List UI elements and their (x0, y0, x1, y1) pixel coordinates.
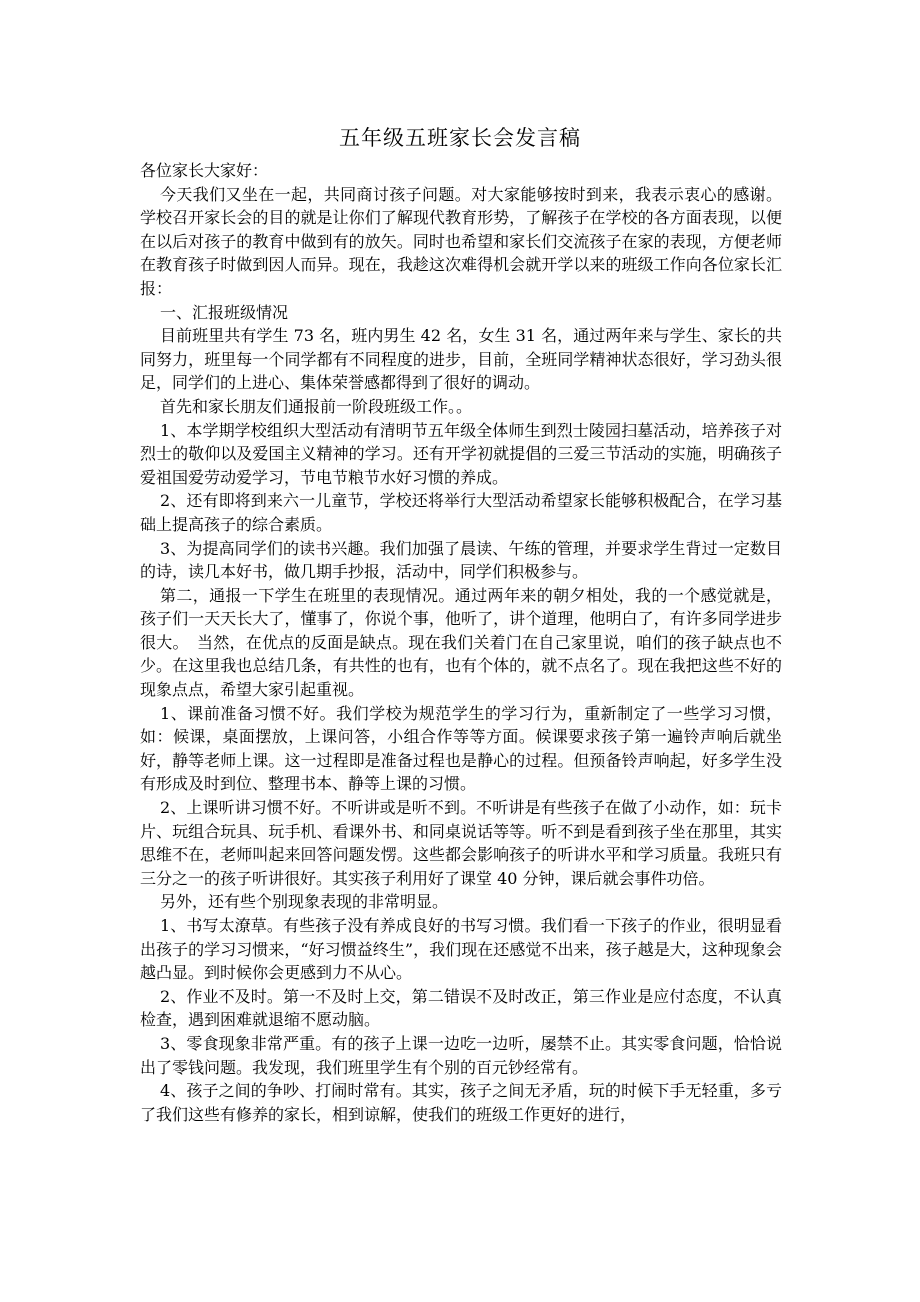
list-item: 3、为提高同学们的读书兴趣。我们加强了晨读、午练的管理，并要求学生背过一定数目的诗，读几本好书，做几期手抄报，活动中，同学们积极参与。 (140, 538, 782, 582)
list-item: 2、上课听讲习惯不好。不听讲或是听不到。不听讲是有些孩子在做了小动作，如：玩卡片、玩组合玩具、玩手机、看课外书、和同桌说话等等。听不到是看到孩子坐在那里，其实思维不在，老师叫起来回答问题发愣。这些都会影响孩子的听讲水平和学习质量。我班只有三分之一的孩子听讲很好。其实孩子利用好了课堂 40 分钟，课后就会事件功倍。 (140, 798, 782, 888)
paragraph: 今天我们又坐在一起，共同商讨孩子问题。对大家能够按时到来，我表示衷心的感谢。学校召开家长会的目的就是让你们了解现代教育形势，了解孩子在学校的各方面表现，以便在以后对孩子的教育中做到有的放矢。同时也希望和家长们交流孩子在家的表现，方便老师在教育孩子时做到因人而异。现在，我趁这次难得机会就开学以来的班级工作向各位家长汇报： (140, 184, 782, 298)
list-item: 3、零食现象非常严重。有的孩子上课一边吃一边听，屡禁不止。其实零食问题，恰恰说出了零钱问题。我发现，我们班里学生有个别的百元钞经常有。 (140, 1033, 782, 1077)
list-item: 1、书写太潦草。有些孩子没有养成良好的书写习惯。我们看一下孩子的作业，很明显看出孩子的学习习惯来，“好习惯益终生”，我们现在还感觉不出来，孩子越是大，这种现象会越凸显。到时候你会更感到力不从心。 (140, 916, 782, 983)
list-item: 4、孩子之间的争吵、打闹时常有。其实，孩子之间无矛盾，玩的时候下手无轻重，多亏了我们这些有修养的家长，相到谅解，使我们的班级工作更好的进行， (140, 1081, 782, 1124)
list-item: 2、作业不及时。第一不及时上交，第二错误不及时改正，第三作业是应付态度，不认真检查，遇到困难就退缩不愿动脑。 (140, 986, 782, 1030)
paragraph: 另外，还有些个别现象表现的非常明显。 (160, 892, 449, 912)
list-item: 1、课前准备习惯不好。我们学校为规范学生的学习行为，重新制定了一些学习习惯，如：候课，桌面摆放，上课问答，小组合作等等方面。候课要求孩子第一遍铃声响后就坐好，静等老师上课。这一过程即是准备过程也是静心的过程。但预备铃声响起，好多学生没有形成及时到位、整理书本、静等上课的习惯。 (140, 703, 782, 794)
paragraph: 第二，通报一下学生在班里的表现情况。通过两年来的朝夕相处，我的一个感觉就是，孩子们一天天长大了，懂事了，你说个事，他听了，讲个道理，他明白了，有许多同学进步很大。 当然，在优点的反面是缺点。现在我们关着门在自己家里说，咱们的孩子缺点也不少。在这里我也总结几条，有共性的也有，也有个体的，就不点名了。现在我把这些不好的现象点点，希望大家引起重视。 (140, 585, 782, 700)
document-title: 五年级五班家长会发言稿 (339, 126, 581, 150)
list-item: 2、还有即将到来六一儿童节，学校还将举行大型活动希望家长能够积极配合，在学习基础上提高孩子的综合素质。 (140, 491, 782, 534)
paragraph: 首先和家长朋友们通报前一阶段班级工作。。 (160, 396, 473, 416)
paragraph: 目前班里共有学生 73 名，班内男生 42 名，女生 31 名，通过两年来与学生、家长的共同努力，班里每一个同学都有不同程度的进步，目前，全班同学精神状态很好，学习劲头很足，同学们的上进心、集体荣誉感都得到了很好的调动。 (140, 326, 782, 393)
document-body (140, 159, 782, 1126)
list-item: 1、本学期学校组织大型活动有清明节五年级全体师生到烈士陵园扫墓活动，培养孩子对烈士的敬仰以及爱国主义精神的学习。还有开学初就提倡的三爱三节活动的实施，明确孩子爱祖国爱劳动爱学习，节电节粮节水好习惯的养成。 (140, 420, 782, 487)
section-heading: 一、汇报班级情况 (160, 302, 289, 322)
greeting: 各位家长大家好： (140, 161, 269, 180)
